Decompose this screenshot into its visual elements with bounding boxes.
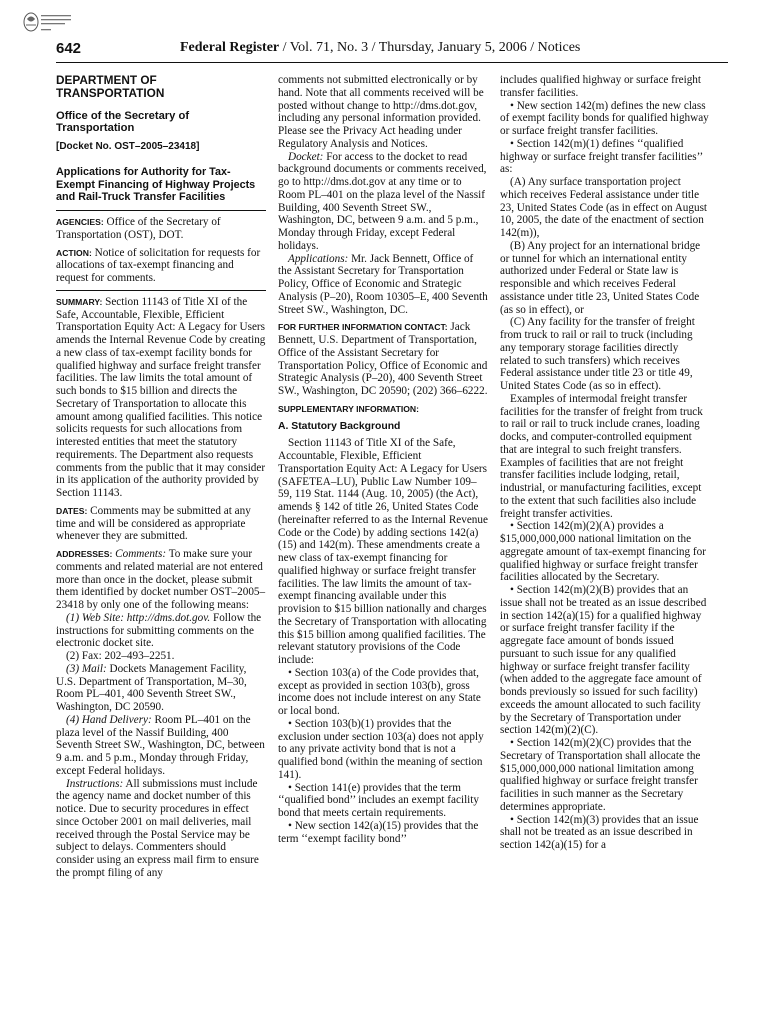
bullet-142m2a: • Section 142(m)(2)(A) provides a $15,000,000,000 national limitation on the aggregate amount of tax-exempt financing for qualified highway or surface freight transfer facilities allocated by the Secretary. <box>500 520 706 584</box>
item4-label: (4) Hand Delivery: <box>66 713 152 726</box>
action-section <box>56 247 266 285</box>
addresses-label: ADDRESSES: <box>56 549 113 559</box>
instructions-text: All submissions must include the agency name and docket number of this notice. Due to security procedures in effect since October 2001 on mail deliveries, mail received through the Postal Service may be subject to delays. Commenters should consider using an express mail firm to ensure the prompt filing of any <box>56 777 259 879</box>
summary-section <box>56 296 266 500</box>
clause-c: (C) Any facility for the transfer of freight from truck to rail or rail to truck (including any temporary storage facilities directly related to such transfers) which receives Federal assistance under title 23 or title 49, United States Code (as so in effect). <box>500 316 695 392</box>
continued-text: includes qualified highway or surface freight transfer facilities. <box>500 74 701 99</box>
department-heading: DEPARTMENT OF TRANSPORTATION <box>56 73 165 100</box>
dates-text: Comments may be submitted at any time and will be considered as appropriate whenever they are submitted. <box>56 504 251 543</box>
addresses-section <box>56 548 266 612</box>
section-rule <box>56 290 266 291</box>
office-heading: Office of the Secretary of Transportation <box>56 109 190 135</box>
title-rule <box>56 210 266 211</box>
applications-text: Mr. Jack Bennett, Office of the Assistant Secretary for Transportation Policy, Office of Economic and Strategic Analysis (P–20), Room 10305–E, 400 Seventh Street SW., Washington, DC. <box>278 252 488 316</box>
bullet-103a: • Section 103(a) of the Code provides that, except as provided in section 103(b), gross income does not include interest on any State or local bond. <box>278 666 481 717</box>
submission-item-3 <box>56 663 266 714</box>
clause-b: (B) Any project for an international bridge or tunnel for which an international entity authorized under Federal or State law is responsible and which receives Federal assistance under title 23, United States Code (as so in effect), or <box>500 239 701 316</box>
summary-label: SUMMARY: <box>56 296 103 307</box>
summary-text: Section 11143 of Title XI of the Safe, Accountable, Flexible, Efficient Transportation Equity Act: A Legacy for Users amends the Internal Revenue Code by creating a new class of tax-exempt facility bonds for qualified highway and surface freight transfer facilities. The law limits the total amount of such bonds to $15 billion and directs the Secretary of Transportation to allocate this amount among qualified facilities. This notice solicits requests for such allocations from interested entities that meet the statutory requirements. The Department also requests comments from the public that it may consider in its application of the authority provided by Section 11143. <box>56 295 266 499</box>
action-label: ACTION: <box>56 247 92 258</box>
instructions-paragraph <box>56 778 266 880</box>
agencies-label: AGENCIES: <box>56 217 104 227</box>
submission-item-2: (2) Fax: 202–493–2251. <box>66 650 175 662</box>
gpo-authentication-seal <box>22 10 74 36</box>
bullet-142m: • New section 142(m) defines the new class of exempt facility bonds for qualified highway or surface freight transfer facilities. <box>500 99 709 137</box>
column-2 <box>278 74 488 845</box>
notice-title: Applications for Authority for Tax-Exempt Financing of Highway Projects and Rail-Truck Transfer Facilities <box>56 165 256 204</box>
item3-label: (3) Mail: <box>66 662 107 675</box>
running-header <box>180 40 580 56</box>
docket-number: [Docket No. OST–2005–23418] <box>56 141 200 152</box>
supplementary-label: SUPPLEMENTARY INFORMATION: <box>278 403 419 414</box>
contact-text: Jack Bennett, U.S. Department of Transportation, Office of the Assistant Secretary for Transportation Policy, Office of Economic and Strategic Analysis (P–20), 400 Seventh Street SW., Washington, DC 20590; (202) 366–6222. <box>278 321 488 397</box>
statutory-background-heading: A. Statutory Background <box>278 420 401 432</box>
background-paragraph: Section 11143 of Title XI of the Safe, Accountable, Flexible, Efficient Transportation Equity Act: A Legacy for Users (SAFETEA–LU), Public Law Number 109–59, 119 Stat. 1144 (Aug. 10, 2005) (the Act), amends § 142 of title 26, United States Code (hereinafter referred to as the Internal Revenue Code or the Code) by adding sections 142(a)(15) and 142(m). These amendments create a new class of tax-exempt financing for qualified highway or surface freight transfer facilities. The law limits the amount of tax-exempt financing available under this provision to $15 billion nationally and charges the Secretary of Transportation with allocating this $15 billion among qualified facilities. The relevant statutory provisions of the Code include: <box>278 437 488 666</box>
dates-section <box>56 505 266 543</box>
dates-label: DATES: <box>56 505 88 516</box>
bullet-141e: • Section 141(e) provides that the term ‘‘qualified bond’’ includes an exempt facility bond that meets certain requirements. <box>278 781 479 819</box>
clause-a: (A) Any surface transportation project which receives Federal assistance under title 23, United States Code (as in effect on August 10, 2005, the date of the enactment of section 142(m)), <box>500 176 708 239</box>
comments-continued: comments not submitted electronically or by hand. Note that all comments received will be posted without change to http://dms.dot.gov, including any personal information provided. Please see the Privacy Act heading under Regulatory Analysis and Notices. <box>278 74 484 150</box>
docket-label: Docket: <box>288 150 324 163</box>
contact-label: FOR FURTHER INFORMATION CONTACT: <box>278 322 448 333</box>
bullet-142m3: • Section 142(m)(3) provides that an issue shall not be treated as an issue described in section 142(a)(15) for a <box>500 813 699 851</box>
submission-item-1 <box>56 612 266 650</box>
agencies-section <box>56 216 266 242</box>
column-1 <box>56 74 266 880</box>
bullet-142m1: • Section 142(m)(1) defines ‘‘qualified highway or surface freight transfer facilities’’ as: <box>500 137 703 176</box>
docket-text: For access to the docket to read background documents or comments received, go to http://dms.dot.gov at any time or to Room PL–401 on the plaza level of the Nassif Building, 400 Seventh Street SW., Washington, DC, between 9 a.m. and 5 p.m., Monday through Friday, except Federal holidays. <box>278 150 487 252</box>
bullet-142a15: • New section 142(a)(15) provides that the term ‘‘exempt facility bond’’ <box>278 819 479 845</box>
examples-paragraph: Examples of intermodal freight transfer facilities for the transfer of freight from truck to rail or rail to truck include cranes, loading docks, and computer-controlled equipment that are integral to such freight transfers. Examples of facilities that are not freight transfer facilities include lodging, retail, industrial, or manufacturing facilities, except to the extent that such facilities also include freight transfer activities. <box>500 392 703 520</box>
bullet-142m2b: • Section 142(m)(2)(B) provides that an issue shall not be treated as an issue described in section 142(a)(15) for a qualified highway or surface freight transfer facility if the aggregate face amount of bonds issued pursuant to such issue for any qualified highway or surface freight transfer facility (when added to the aggregate face amount of bonds previously so issued for such facility) exceeds the amount allocated to such facility by the Secretary of Transportation under section 142(m)(2)(C). <box>500 584 707 737</box>
item4-text: Room PL–401 on the plaza level of the Nassif Building, 400 Seventh Street SW., Washington, DC, between 9 a.m. and 5 p.m., Monday through Friday, except Federal holidays. <box>56 713 265 777</box>
addresses-text: To make sure your comments and related material are not entered more than once in the docket, please submit them identified by docket number OST–2005–23418 by only one of the following means: <box>56 548 266 611</box>
action-text: Notice of solicitation for requests for allocations of tax-exempt financing and request for comments. <box>56 246 261 284</box>
docket-paragraph <box>278 151 488 253</box>
item1-label: (1) Web Site: http://dms.dot.gov. <box>66 611 211 624</box>
issue-info: / Vol. 71, No. 3 / Thursday, January 5, 2006 / Notices <box>279 40 581 55</box>
bullet-142m2c: • Section 142(m)(2)(C) provides that the Secretary of Transportation shall allocate the $15,000,000,000 national limitation among qualified highway or surface freight transfer facilities in such manner as the Secretary determines appropriate. <box>500 737 701 813</box>
contact-section <box>278 321 488 398</box>
addresses-comments-label: Comments: <box>112 548 167 560</box>
agencies-text: Office of the Secretary of Transportation (OST), DOT. <box>56 216 221 241</box>
page-number: 642 <box>56 40 82 57</box>
instructions-label: Instructions: <box>66 777 124 790</box>
bullet-103b1: • Section 103(b)(1) provides that the exclusion under section 103(a) does not apply to any private activity bond that is not a qualified bond (within the meaning of section 141). <box>278 717 484 781</box>
header-rule <box>56 62 728 63</box>
submission-item-4 <box>56 714 266 778</box>
column-3 <box>500 74 710 852</box>
register-name: Federal Register <box>180 40 280 55</box>
applications-paragraph <box>278 253 488 317</box>
applications-label: Applications: <box>288 252 349 265</box>
item3-text: Dockets Management Facility, U.S. Department of Transportation, M–30, Room PL–401, 400 Seventh Street SW., Washington, DC 20590. <box>56 662 247 713</box>
item1-text: Follow the instructions for submitting comments on the electronic docket site. <box>56 611 262 650</box>
